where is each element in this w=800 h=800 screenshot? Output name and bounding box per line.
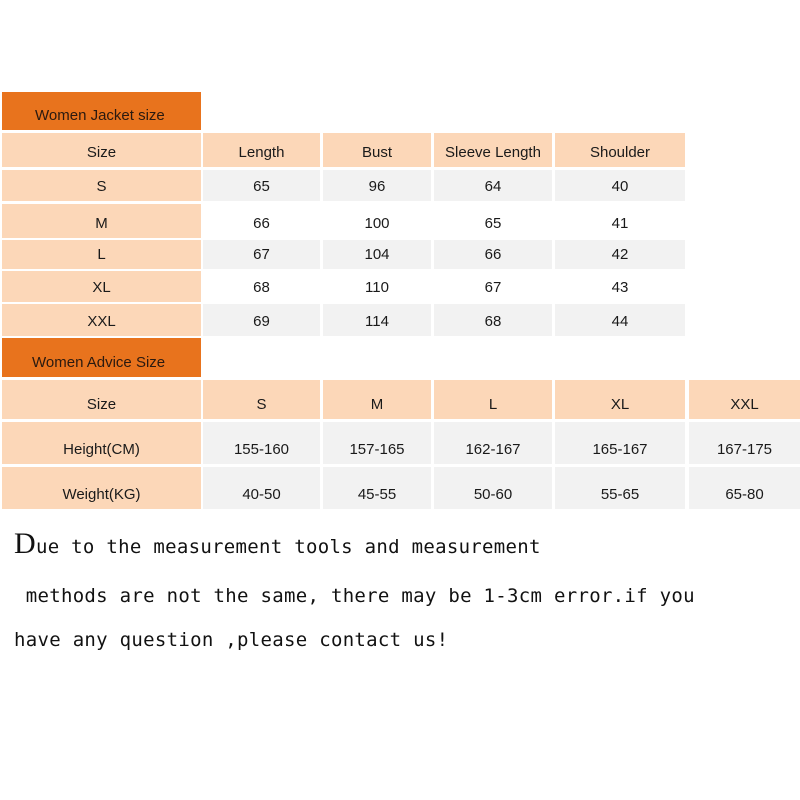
blank-cell [555,92,685,130]
jacket-header-length: Length [203,133,320,167]
note-line-3: have any question ,please contact us! [14,629,449,651]
advice-value-cell: 50-60 [434,467,552,509]
advice-header-size: Size [2,380,201,419]
advice-header-xl: XL [555,380,685,419]
jacket-header-sleeve: Sleeve Length [434,133,552,167]
jacket-value-cell: 67 [434,271,552,302]
advice-header-m: M [323,380,431,419]
jacket-size-cell: L [2,240,201,269]
advice-header-s: S [203,380,320,419]
jacket-value-cell: 67 [203,240,320,269]
jacket-value-cell: 114 [323,304,431,336]
jacket-size-cell: XL [2,271,201,302]
advice-header-xxl: XXL [689,380,800,419]
jacket-value-cell: 41 [555,204,685,238]
jacket-size-cell: XXL [2,304,201,336]
advice-value-cell: 45-55 [323,467,431,509]
blank-cell [434,92,552,130]
jacket-value-cell: 65 [203,170,320,201]
advice-value-cell: 162-167 [434,422,552,464]
jacket-value-cell: 104 [323,240,431,269]
jacket-value-cell: 66 [203,204,320,238]
advice-value-cell: 165-167 [555,422,685,464]
jacket-header-size: Size [2,133,201,167]
advice-header-l: L [434,380,552,419]
note-line-1 [14,527,541,561]
jacket-value-cell: 96 [323,170,431,201]
jacket-value-cell: 64 [434,170,552,201]
jacket-value-cell: 100 [323,204,431,238]
jacket-size-cell: S [2,170,201,201]
jacket-value-cell: 69 [203,304,320,336]
jacket-value-cell: 68 [434,304,552,336]
jacket-value-cell: 68 [203,271,320,302]
advice-value-cell: 167-175 [689,422,800,464]
advice-value-cell: 40-50 [203,467,320,509]
jacket-value-cell: 110 [323,271,431,302]
advice-value-cell: 65-80 [689,467,800,509]
advice-value-cell: 55-65 [555,467,685,509]
jacket-value-cell: 43 [555,271,685,302]
jacket-value-cell: 42 [555,240,685,269]
advice-value-cell: 157-165 [323,422,431,464]
jacket-table-title: Women Jacket size [2,92,201,130]
jacket-value-cell: 65 [434,204,552,238]
note-line-2: methods are not the same, there may be 1-3cm error.if you [14,585,695,607]
advice-row-label-weight: Weight(KG) [2,467,201,509]
note-line-1-text: ue to the measurement tools and measurement [35,536,541,558]
blank-cell [203,92,320,130]
jacket-size-cell: M [2,204,201,238]
jacket-value-cell: 44 [555,304,685,336]
advice-table-title: Women Advice Size [2,338,201,377]
advice-value-cell: 155-160 [203,422,320,464]
jacket-header-shoulder: Shoulder [555,133,685,167]
jacket-value-cell: 66 [434,240,552,269]
jacket-header-bust: Bust [323,133,431,167]
note-first-letter: D [14,527,36,560]
advice-row-label-height: Height(CM) [2,422,201,464]
jacket-value-cell: 40 [555,170,685,201]
blank-cell [323,92,431,130]
